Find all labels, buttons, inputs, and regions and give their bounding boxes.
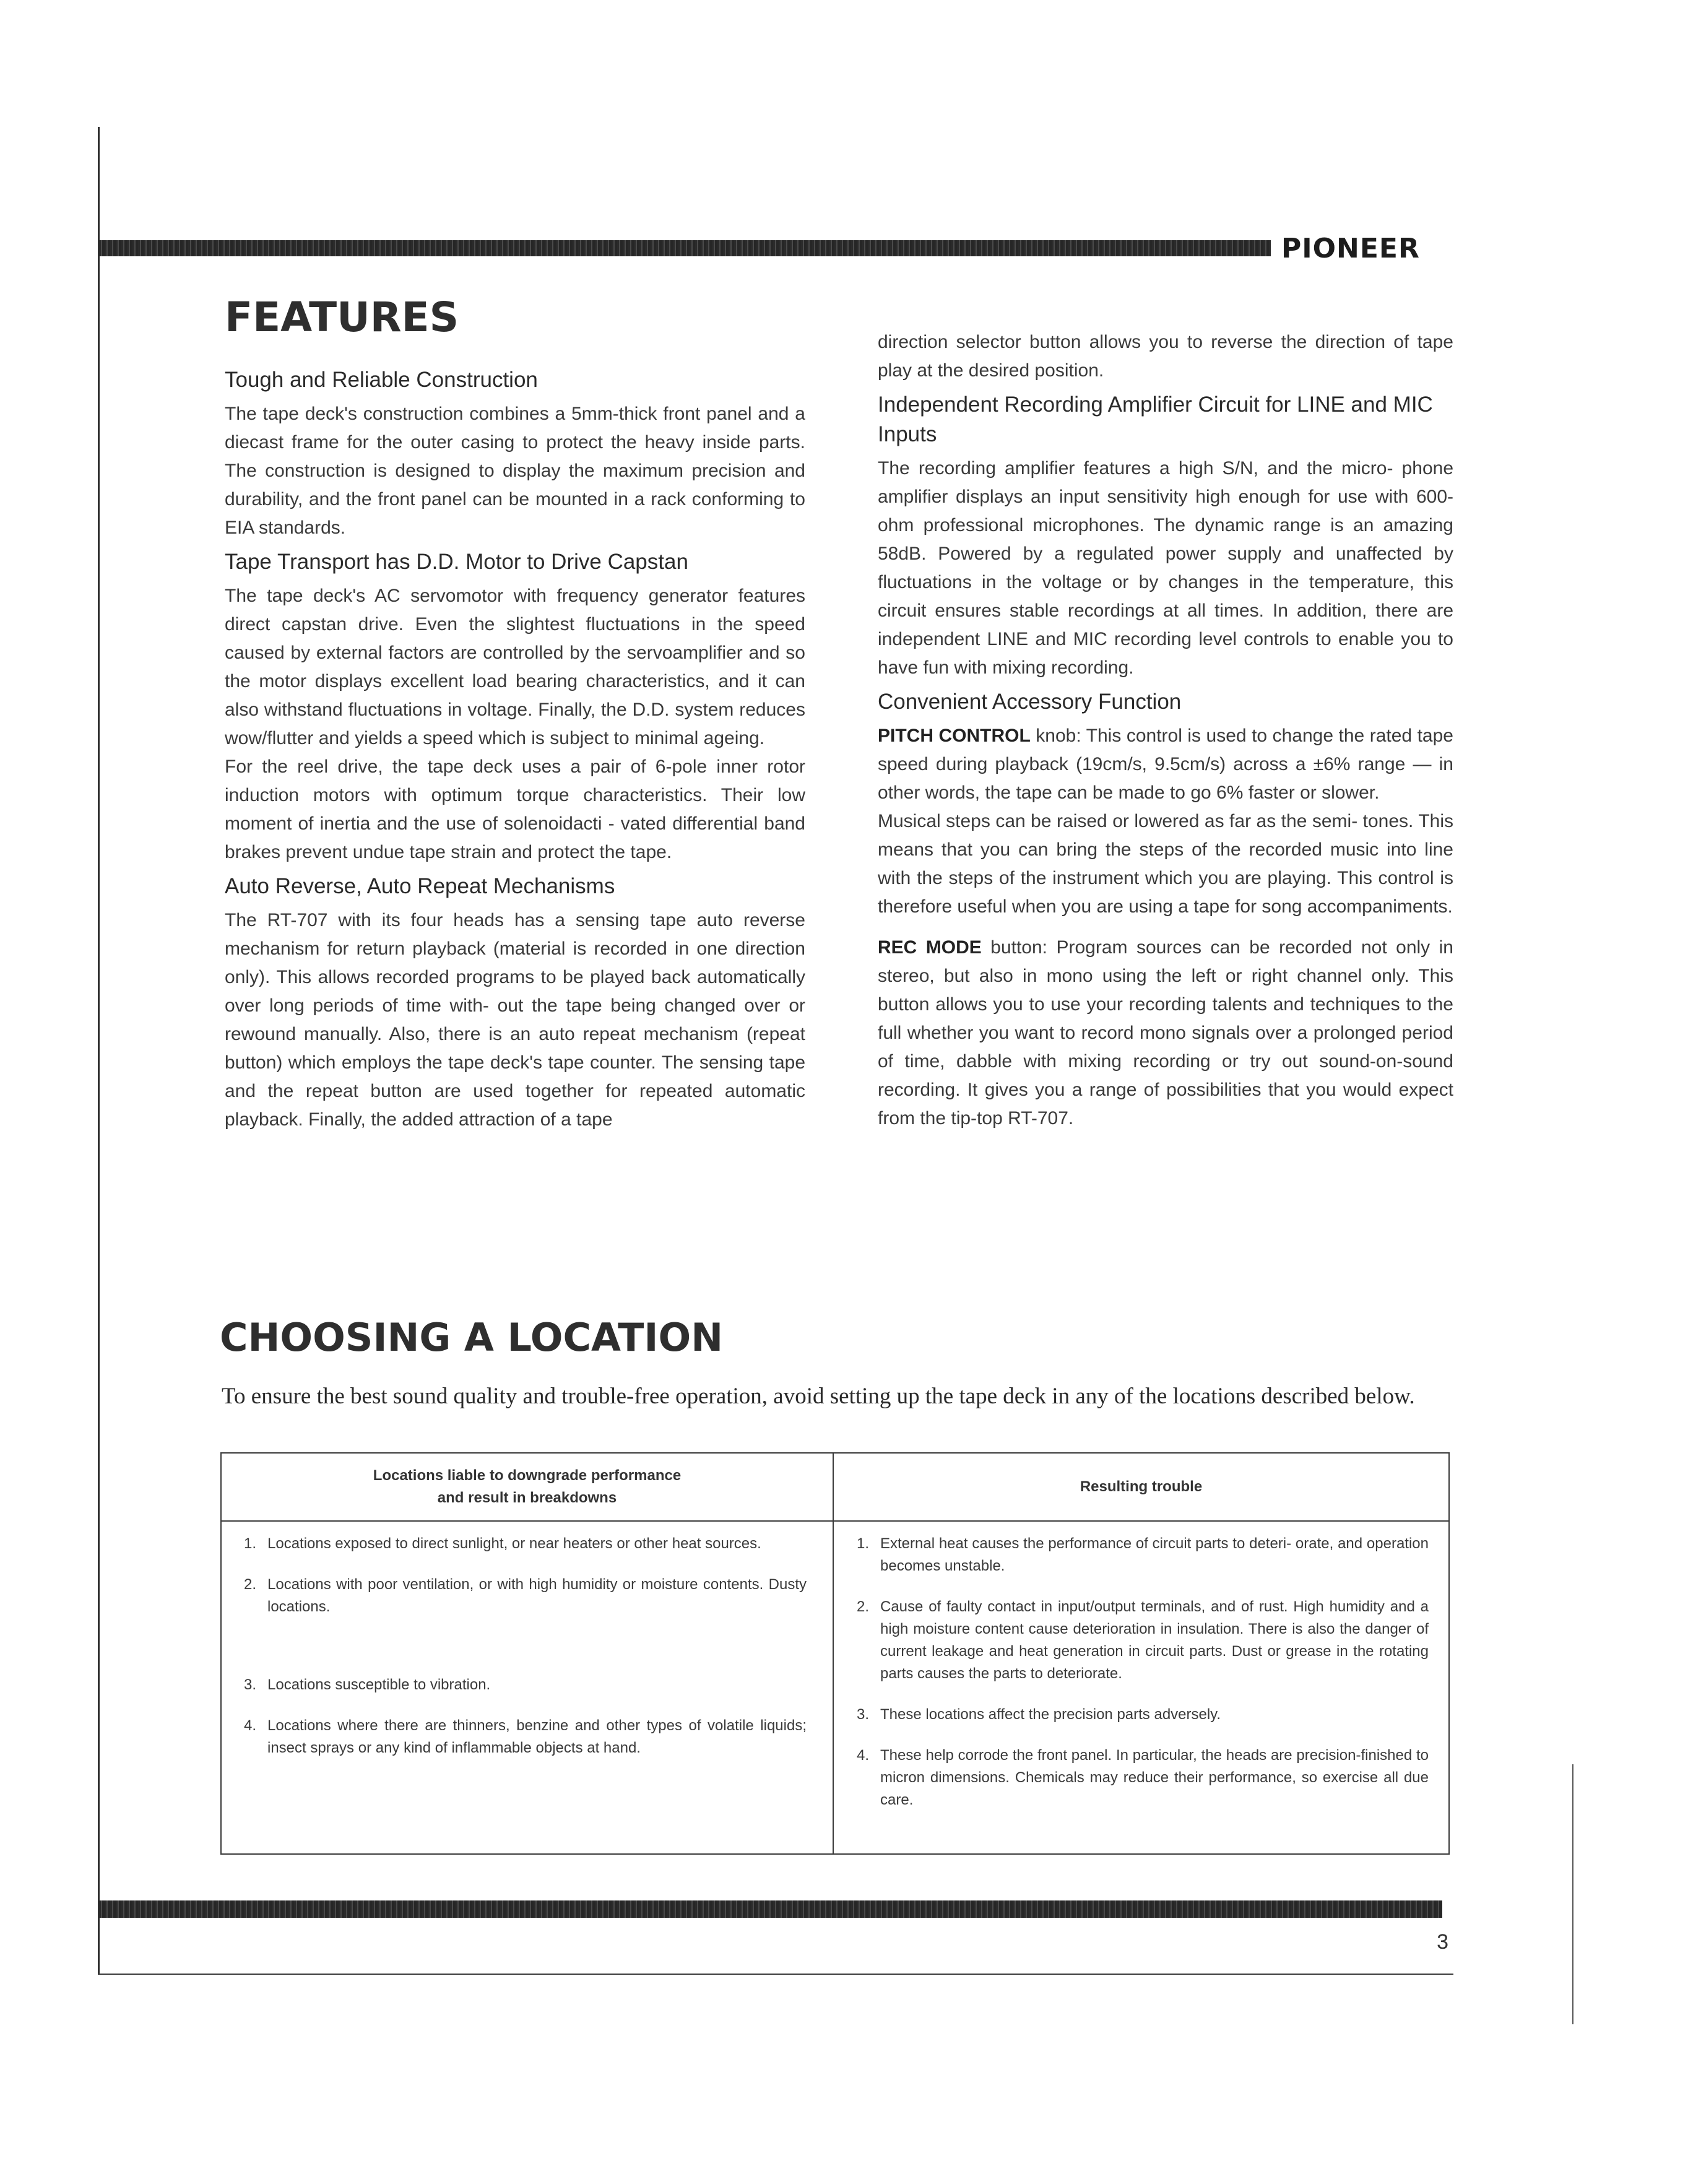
table-row: 1. External heat causes the performance of circuit parts to deteri- orate, and operation becomes unstable. (857, 1535, 1429, 1574)
table-row: 2. Locations with poor ventilation, or with high humidity or moisture contents. Dusty locations. (244, 1576, 807, 1615)
heading-auto-reverse: Auto Reverse, Auto Repeat Mechanisms (225, 874, 615, 898)
location-intro: To ensure the best sound quality and trouble-free operation, avoid setting up the tape deck in any of the locations described below. (222, 1384, 1415, 1409)
table-header-locations (222, 1465, 833, 1509)
body-auto-reverse-continued: direction selector button allows you to reverse the direction of tape play at the desired position. (878, 332, 1453, 381)
table-row: 3. Locations susceptible to vibration. (244, 1676, 491, 1693)
location-title: CHOOSING A LOCATION (220, 1315, 724, 1360)
body-rec-mode (878, 934, 1453, 1133)
table-header-trouble: Resulting trouble (1080, 1478, 1203, 1495)
heading-accessory-function: Convenient Accessory Function (878, 690, 1182, 714)
features-title: FEATURES (225, 293, 459, 341)
heading-tape-transport: Tape Transport has D.D. Motor to Drive Capstan (225, 550, 688, 574)
table-row: 3. These locations affect the precision parts adversely. (857, 1706, 1221, 1723)
location-table (220, 1452, 1450, 1855)
table-header-locations-line2: and result in breakdowns (437, 1489, 617, 1506)
table-row: 4. Locations where there are thinners, benzine and other types of volatile liquids; insect sprays or any kind of inflammable objects at hand. (244, 1717, 807, 1756)
body-pitch-control (878, 722, 1453, 807)
table-row: 1. Locations exposed to direct sunlight, or near heaters or other heat sources. (244, 1535, 761, 1552)
left-binding-edge (98, 127, 100, 1975)
body-musical-steps: Musical steps can be raised or lowered as far as the semi- tones. This means that you can bring the steps of the recorded music into line with the steps of the instrument which you are playing. This control is therefore useful when you are using a tape for song accompaniments. (878, 811, 1453, 917)
rec-mode-text: button: Program sources can be recorded not only in stereo, but also in mono using the left or right channel only. This button allows you to use your recording talents and techniques to the full whether you want to record mono signals over a prolonged period of time, dabble with mixing recording or try out sound-on-sound recording. It gives you a range of possibilities that you would expect from the tip-top RT-707. (878, 937, 1453, 1129)
page-number: 3 (1437, 1930, 1448, 1954)
table-header-locations-line1: Locations liable to downgrade performance (373, 1467, 682, 1484)
table-row: 4. These help corrode the front panel. In particular, the heads are precision-finished to micron dimensions. Chemicals may reduce their performance, so exercise all due care. (857, 1747, 1429, 1808)
features-right-column (878, 328, 1453, 1133)
rec-mode-label: REC MODE (878, 937, 982, 958)
table-trouble-list (847, 1533, 1429, 1830)
pitch-control-text: knob: This control is used to change the rated tape speed during playback (19cm/s, 9.5cm/s) across a ±6% range — in other words, the tape can be made to go 6% faster or slower. (878, 726, 1453, 803)
header-rule (99, 240, 1271, 256)
table-header-divider (222, 1520, 1448, 1522)
table-column-divider (833, 1454, 834, 1853)
pioneer-logo: PIONEER (1281, 233, 1420, 264)
heading-recording-amplifier: Independent Recording Amplifier Circuit for LINE and MIC Inputs (878, 392, 1433, 446)
bottom-page-edge (98, 1974, 1453, 1975)
heading-tough-construction: Tough and Reliable Construction (225, 368, 538, 392)
table-row: 2. Cause of faulty contact in input/output terminals, and of rust. High humidity and a high moisture content cause deterioration in insulation. There is also the danger of current leakage and heat generation in circuit parts. Dust or grease in the rotating parts causes the parts to deteriorate. (857, 1598, 1429, 1682)
body-recording-amplifier: The recording amplifier features a high S/N, and the micro- phone amplifier displays an input sensitivity high enough for use with 600-ohm professional microphones. The dynamic range is an amazing 58dB. Powered by a regulated power supply and unaffected by fluctuations in the voltage or by changes in the temperature, this circuit ensures stable recordings at all times. In addition, there are independent LINE and MIC recording level controls to enable you to have fun with mixing recording. (878, 458, 1453, 678)
footer-rule (99, 1900, 1442, 1918)
features-left-column (225, 365, 805, 1134)
body-tough-construction: The tape deck's construction combines a 5mm-thick front panel and a diecast frame for the outer casing to protect the heavy inside parts. The construction is designed to display the maximum precision and durability, and the front panel can be mounted in a rack conforming to EIA standards. (225, 404, 805, 538)
body-tape-transport-1: The tape deck's AC servomotor with frequency generator features direct capstan drive. Even the slightest fluctuations in the speed caused by external factors are controlled by the servoamplifier and so the motor displays excellent load bearing characteristics, and it can also withstand fluctuations in voltage. Finally, the D.D. system reduces wow/flutter and yields a speed which is subject to minimal ageing. (225, 586, 805, 748)
body-auto-reverse: The RT-707 with its four heads has a sensing tape auto reverse mechanism for return playback (material is recorded in one direction only). This allows recorded programs to be played back automatically over long periods of time with- out the tape being changed over or rewound manually. Also, there is an auto repeat mechanism (repeat button) which employs the tape deck's tape counter. The sensing tape and the repeat button are used together for repeated automatic playback. Finally, the added attraction of a tape (225, 910, 805, 1130)
body-tape-transport-2: For the reel drive, the tape deck uses a pair of 6-pole inner rotor induction motors with optimum torque characteristics. Their low moment of inertia and the use of solenoidacti - vated differential band brakes prevent undue tape strain and protect the tape. (225, 756, 805, 862)
pitch-control-label: PITCH CONTROL (878, 726, 1031, 746)
table-locations-list (234, 1533, 807, 1778)
right-page-edge (1572, 1764, 1573, 2024)
